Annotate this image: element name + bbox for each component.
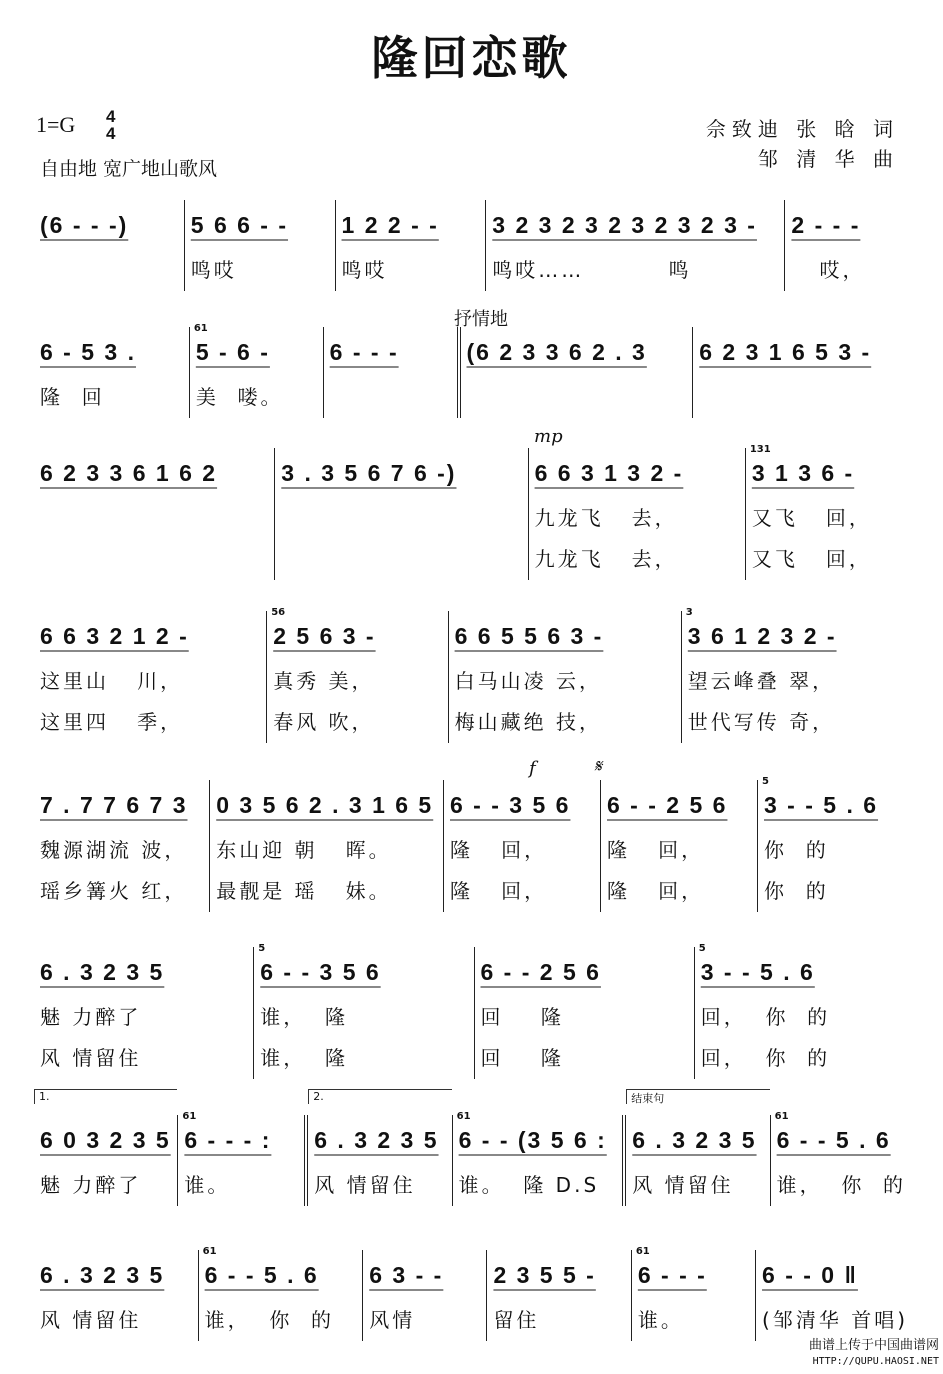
measure-notes: 6 - - 2 5 6: [480, 959, 601, 985]
measures-line: [34, 776, 914, 912]
score-row: [34, 426, 914, 580]
lyric-text: [40, 539, 268, 580]
lyric-text: 你 的: [764, 879, 829, 903]
lyric-text: 隆 回，: [607, 879, 705, 903]
lyric-text: 真秀 美，: [273, 669, 375, 693]
lyric-text: 隆 回，: [450, 838, 548, 862]
lyricist: 佘致迪 张 晗 词: [705, 117, 899, 141]
measure: [323, 327, 457, 418]
lyric-text: 魅 力醉了: [40, 1005, 142, 1029]
measure: [189, 323, 323, 418]
lyric-text: 风 情留住: [314, 1173, 416, 1197]
lyric-text: [699, 377, 908, 418]
measure: [443, 780, 600, 912]
score-row: [34, 309, 914, 418]
lyric-text: 谁， 隆: [260, 1046, 348, 1070]
measure-notes: 6 6 3 1 3 2 -: [534, 460, 684, 486]
lyric-text: (邹清华 首唱): [762, 1308, 908, 1332]
measure: [177, 1111, 304, 1206]
measure: [34, 1090, 177, 1206]
score-row: [34, 1090, 914, 1206]
measure: [34, 327, 189, 418]
measure: [694, 943, 914, 1079]
volta-bracket: 结束句: [626, 1089, 769, 1104]
measure-notes: 6 2 3 1 6 5 3 -: [699, 339, 872, 365]
lyric-text: 谁。 隆 D.S: [458, 1173, 600, 1197]
grace-note: 61: [202, 1246, 217, 1257]
measure-notes: 3 2 3 2 3 2 3 2 3 2 3 -: [492, 212, 757, 238]
grace-note: 61: [635, 1246, 650, 1257]
grace-note: 5: [258, 943, 266, 954]
song-title: 隆回恋歌: [371, 31, 572, 85]
measure-notes: 6 - - -: [329, 339, 399, 365]
lyric-text: [281, 539, 521, 580]
lyric-text: 风 情留住: [632, 1173, 734, 1197]
lyric-text: 又飞 回，: [751, 506, 872, 530]
lyric-text: 鸣哎: [190, 258, 237, 282]
measure-notes: 6 - - 2 5 6: [607, 792, 728, 818]
score-row: [34, 756, 914, 912]
grace-note: 3: [685, 607, 693, 618]
grace-note: 61: [456, 1111, 471, 1122]
dynamic-marking: mp: [534, 426, 563, 447]
watermark-url: HTTP://QUPU.HAOSI.NET: [812, 1356, 939, 1367]
lyric-text: 谁， 你 的: [776, 1173, 907, 1197]
measure-notes: 6 0 3 2 3 5: [40, 1127, 171, 1153]
measure: [692, 327, 914, 418]
lyric-text: 梅山藏绝 技，: [454, 710, 602, 734]
measure: [631, 1246, 755, 1341]
lyric-text: 隆 回，: [607, 838, 705, 862]
measure: [34, 448, 274, 580]
measure: [304, 1090, 451, 1206]
score-row: [34, 943, 914, 1079]
grace-note: 61: [182, 1111, 197, 1122]
measure-notes: 6 - - 3 5 6: [450, 792, 571, 818]
grace-note: 131: [749, 444, 771, 455]
time-signature-top: 4: [106, 107, 116, 126]
measure-notes: 6 - - 3 5 6: [260, 959, 381, 985]
measure-notes: 3 6 1 2 3 2 -: [687, 623, 837, 649]
key-signature: 1=G: [36, 112, 76, 137]
score-row: [34, 1246, 914, 1341]
volta-bracket: 1.: [34, 1089, 177, 1104]
credits: [706, 114, 899, 174]
measures-line: [34, 323, 914, 418]
dynamic-marking: f: [529, 758, 536, 779]
measure-notes: 6 - - 0 ‖: [762, 1262, 858, 1288]
time-signature-bottom: 4: [106, 124, 116, 143]
volta-bracket: 2.: [308, 1089, 451, 1104]
lyric-text: 回， 你 的: [700, 1005, 831, 1029]
measure: [198, 1246, 363, 1341]
lyric-text: 九龙飞 去，: [534, 547, 678, 571]
lyric-text: 魏源湖流 波，: [40, 838, 188, 862]
lyric-text: 回 隆: [480, 1005, 564, 1029]
measures-line: [34, 1246, 914, 1341]
lyric-text: 鸣哎…… 鸣: [492, 258, 692, 282]
measure: [184, 200, 335, 291]
grace-note: 61: [193, 323, 208, 334]
measure: [362, 1250, 486, 1341]
measure: [622, 1092, 769, 1206]
lyric-text: 这里山 川，: [40, 669, 184, 693]
measure-notes: 6 - 5 3 .: [40, 339, 136, 365]
score-row: [34, 200, 914, 291]
lyric-text: [281, 498, 521, 539]
measures-line: [34, 943, 914, 1079]
measure-notes: 5 - 6 -: [195, 339, 270, 365]
lyric-text: 最靓是 瑶 妹。: [216, 879, 392, 903]
lyric-text: 谁， 你 的: [204, 1308, 335, 1332]
measure: [681, 607, 914, 743]
measure: [755, 1250, 914, 1341]
measure-notes: 3 - - 5 . 6: [764, 792, 879, 818]
measure: [34, 200, 184, 291]
measure-notes: 2 3 5 5 -: [493, 1262, 596, 1288]
score-row: [34, 607, 914, 743]
measure-notes: 6 - - 5 . 6: [204, 1262, 319, 1288]
lyric-text: 瑶乡篝火 红，: [40, 879, 188, 903]
lyric-text: 隆 回: [40, 385, 105, 409]
measure: [34, 947, 253, 1079]
measure-notes: 3 . 3 5 6 7 6 -): [281, 460, 457, 486]
lyric-text: 风 情留住: [40, 1308, 142, 1332]
time-signature: [106, 108, 115, 142]
tempo-marking: 自由地 宽广地山歌风: [40, 158, 218, 180]
measure: [274, 448, 527, 580]
measure: [474, 947, 694, 1079]
measure-notes: 6 - - (3 5 6 :: [458, 1127, 607, 1153]
grace-note: 56: [271, 607, 286, 618]
measure-notes: 1 2 2 - -: [341, 212, 439, 238]
lyric-text: 回， 你 的: [700, 1046, 831, 1070]
measure-notes: 6 - - 5 . 6: [776, 1127, 891, 1153]
lyric-text: 你 的: [764, 838, 829, 862]
measure-notes: 6 . 3 2 3 5: [314, 1127, 439, 1153]
lyric-text: 九龙飞 去，: [534, 506, 678, 530]
measures-line: [34, 200, 914, 291]
measure-notes: 2 5 6 3 -: [273, 623, 376, 649]
measure-notes: 6 6 3 2 1 2 -: [40, 623, 189, 649]
measures-line: [34, 1090, 914, 1206]
lyric-text: 谁， 隆: [260, 1005, 348, 1029]
watermark: [809, 1338, 939, 1370]
lyric-text: 风情: [369, 1308, 416, 1332]
measures-line: [34, 444, 914, 580]
measure: [745, 444, 914, 580]
measure-notes: 3 1 3 6 -: [751, 460, 855, 486]
measure-notes: 3 - - 5 . 6: [700, 959, 815, 985]
lyric-text: [330, 377, 451, 418]
lyric-text: 这里四 季，: [40, 710, 184, 734]
measure-notes: 6 . 3 2 3 5: [40, 959, 165, 985]
lyric-text: 美 喽。: [195, 385, 284, 409]
lyric-text: 白马山凌 云，: [454, 669, 602, 693]
lyric-text: 隆 回，: [450, 879, 548, 903]
lyric-text: 谁。: [637, 1308, 684, 1332]
lyric-text: 哎，: [791, 258, 866, 282]
lyric-text: 望云峰叠 翠，: [687, 669, 836, 693]
watermark-site: 曲谱上传于中国曲谱网: [808, 1338, 939, 1353]
measure: [528, 448, 745, 580]
measure-notes: 7 . 7 7 6 7 3: [40, 792, 188, 818]
measure: [209, 780, 443, 912]
lyric-text: 魅 力醉了: [40, 1173, 142, 1197]
segno-icon: 𝄋: [594, 756, 602, 777]
measure: [448, 611, 681, 743]
lyric-text: [467, 377, 687, 418]
measure: [335, 200, 486, 291]
composer: 邹 清 华 曲: [757, 147, 899, 171]
measure-notes: 5 6 6 - -: [190, 212, 289, 238]
lyric-text: [40, 498, 268, 539]
lyric-text: 东山迎 朝 晖。: [216, 838, 392, 862]
measure: [34, 1250, 198, 1341]
measure: [266, 607, 447, 743]
lyric-text: 回 隆: [480, 1046, 564, 1070]
measure: [34, 611, 266, 743]
measure: [34, 780, 209, 912]
measure: [784, 200, 914, 291]
measure: [600, 780, 757, 912]
measure-notes: 6 . 3 2 3 5: [632, 1127, 757, 1153]
measure: [452, 1111, 623, 1206]
measure-notes: 6 . 3 2 3 5: [40, 1262, 165, 1288]
grace-note: 5: [698, 943, 706, 954]
lyric-text: 春风 吹，: [273, 710, 375, 734]
measures-line: [34, 607, 914, 743]
measure-notes: 2 - - -: [791, 212, 861, 238]
measure-notes: (6 - - -): [40, 212, 129, 238]
grace-note: 61: [774, 1111, 789, 1122]
measure: [457, 327, 693, 418]
lyric-text: 世代写传 奇，: [687, 710, 836, 734]
measure: [485, 200, 784, 291]
lyric-text: 风 情留住: [40, 1046, 142, 1070]
measure-notes: 6 - - - :: [184, 1127, 272, 1153]
lyric-text: 留住: [493, 1308, 540, 1332]
lyric-text: 谁。: [184, 1173, 231, 1197]
measure: [757, 776, 914, 912]
measure-notes: 6 3 - -: [369, 1262, 444, 1288]
measure-notes: (6 2 3 3 6 2 . 3: [466, 339, 647, 365]
measure: [770, 1111, 914, 1206]
lyric-text: 鸣哎: [341, 258, 388, 282]
measure: [486, 1250, 630, 1341]
measure-notes: 6 2 3 3 6 1 6 2: [40, 460, 218, 486]
lyric-text: 又飞 回，: [751, 547, 872, 571]
measure-notes: 0 3 5 6 2 . 3 1 6 5: [216, 792, 434, 818]
measure-notes: 6 - - -: [637, 1262, 707, 1288]
expression-marking: 抒情地: [454, 309, 508, 330]
measure: [253, 943, 473, 1079]
measure-notes: 6 6 5 5 6 3 -: [454, 623, 604, 649]
lyric-text: [40, 250, 178, 291]
grace-note: 5: [762, 776, 769, 787]
